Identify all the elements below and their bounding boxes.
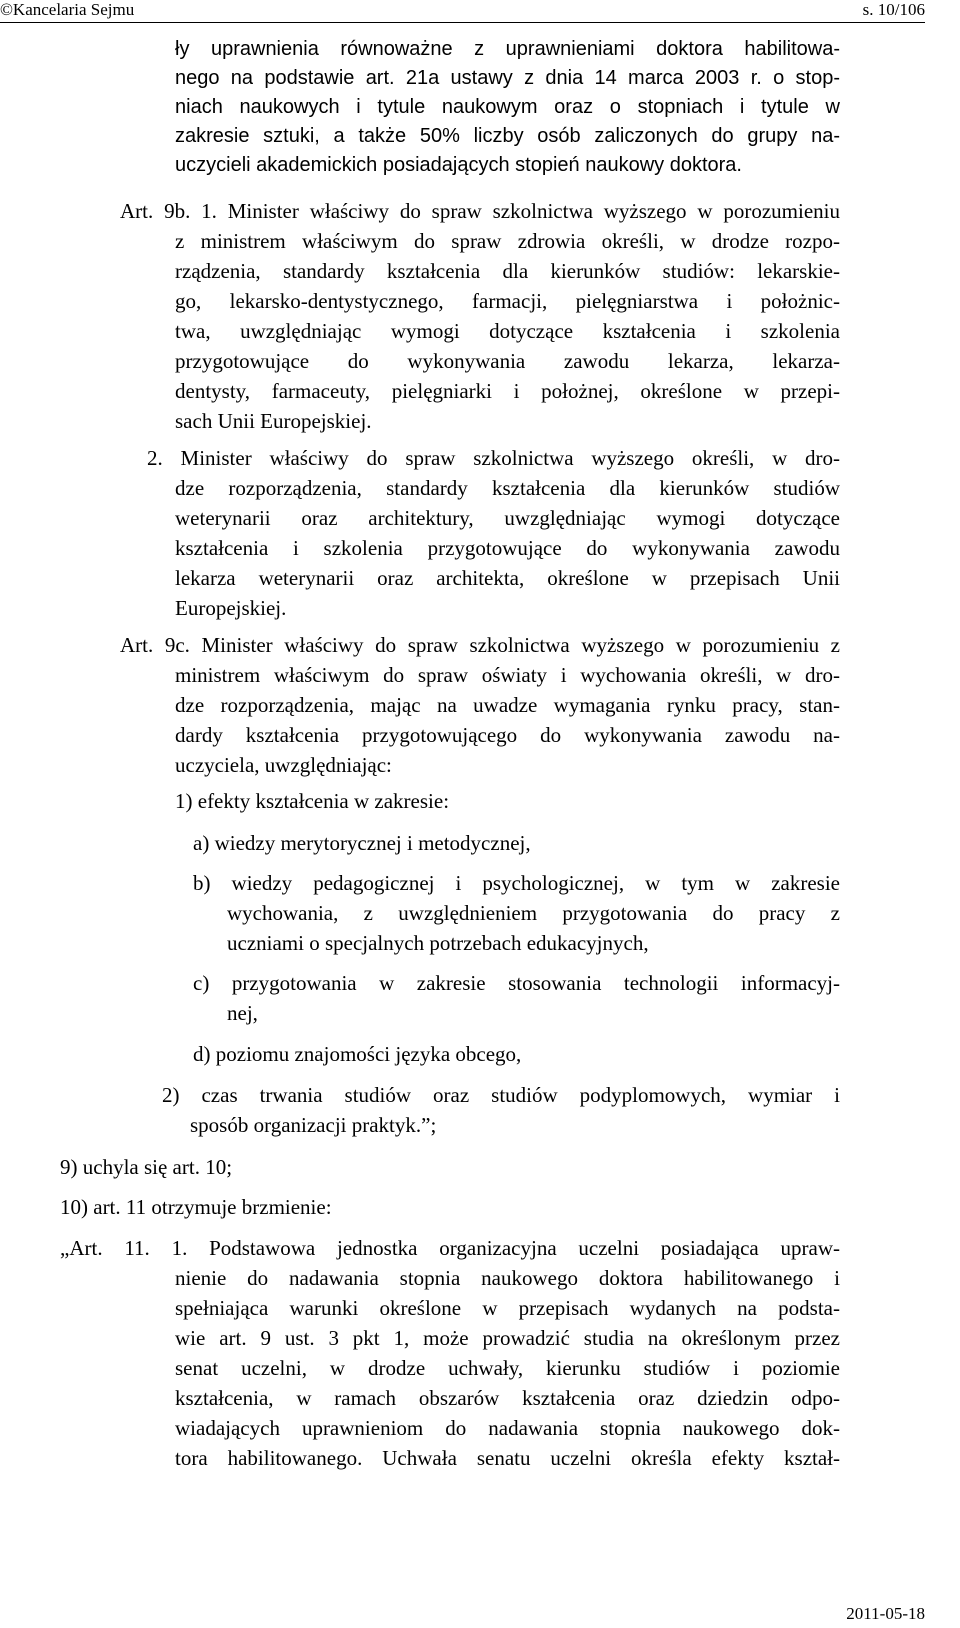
list-item-2-body [190, 1110, 840, 1140]
text-line: lekarza weterynarii oraz architekta, określone w przepisach Unii [175, 566, 840, 590]
article-9c-heading: Art. 9c. Minister właściwy do spraw szkolnictwa wyższego w porozumieniu z [120, 633, 840, 657]
text-line: dentysty, farmaceuty, pielęgniarki i położnej, określone w przepi- [175, 379, 840, 403]
article-9b-heading: Art. 9b. 1. Minister właściwy do spraw szkolnictwa wyższego w porozumieniu [120, 199, 840, 223]
text-line: uczyciela, uwzględniając: [175, 753, 392, 777]
text-line: uczniami o specjalnych potrzebach edukacyjnych, [227, 931, 649, 955]
text-line: 9) uchyla się art. 10; [60, 1155, 233, 1179]
list-item-b [193, 868, 840, 898]
text-line: weterynarii oraz architektury, uwzględniając wymogi dotyczące [175, 506, 840, 530]
list-item-d [193, 1039, 840, 1069]
text-line: 2) czas trwania studiów oraz studiów podyplomowych, wymiar i [162, 1083, 840, 1107]
item-9 [60, 1152, 840, 1182]
text-line: niach naukowych i tytule naukowym oraz o stopniach i tytule w [175, 96, 840, 118]
footer-date: 2011-05-18 [846, 1604, 925, 1623]
text-line: nienie do nadawania stopnia naukowego doktora habilitowanego i [175, 1266, 840, 1290]
text-line: sposób organizacji praktyk.”; [190, 1113, 437, 1137]
article-9c [120, 630, 840, 660]
text-line: kształcenia, w ramach obszarów kształcenia oraz dziedzin odpo- [175, 1386, 840, 1410]
text-line: go, lekarsko-dentystycznego, farmacji, pielęgniarstwa i położnic- [175, 289, 840, 313]
list-item-a [193, 828, 840, 858]
text-line: 1) efekty kształcenia w zakresie: [175, 789, 450, 813]
text-line: rządzenia, standardy kształcenia dla kierunków studiów: lekarskie- [175, 259, 840, 283]
text-line: wiadających uprawnieniom do nadawania stopnia naukowego dok- [175, 1416, 840, 1440]
article-9b-par1 [175, 226, 840, 436]
text-line: senat uczelni, w drodze uchwały, kierunku studiów i poziomie [175, 1356, 840, 1380]
item-10 [60, 1192, 840, 1222]
article-9b [120, 196, 840, 226]
list-item-b-body [227, 898, 840, 958]
header-copyright: ©Kancelaria Sejmu [0, 0, 135, 19]
text-line: ły uprawnienia równoważne z uprawnieniami doktora habilitowa- [175, 38, 840, 60]
article-9b-par2-body [175, 473, 840, 623]
list-item-1 [175, 786, 840, 816]
text-line: d) poziomu znajomości języka obcego, [193, 1042, 522, 1066]
text-line: z ministrem właściwym do spraw zdrowia określi, w drodze rozpo- [175, 229, 840, 253]
header-divider [0, 22, 925, 23]
text-line: c) przygotowania w zakresie stosowania technologii informacyj- [193, 971, 840, 995]
text-line: przygotowujące do wykonywania zawodu lekarza, lekarza- [175, 349, 840, 373]
text-line: nego na podstawie art. 21a ustawy z dnia 14 marca 2003 r. o stop- [175, 67, 840, 89]
text-line: a) wiedzy merytorycznej i metodycznej, [193, 831, 531, 855]
text-line: spełniająca warunki określone w przepisach wydanych na podsta- [175, 1296, 840, 1320]
article-11 [60, 1233, 840, 1263]
list-item-c [193, 968, 840, 998]
text-line: twa, uwzględniając wymogi dotyczące kształcenia i szkolenia [175, 319, 840, 343]
paragraph-continuation [175, 35, 840, 180]
text-line: 2. Minister właściwy do spraw szkolnictwa wyższego określi, w dro- [147, 446, 840, 470]
text-line: b) wiedzy pedagogicznej i psychologicznej, w tym w zakresie [193, 871, 840, 895]
text-line: dardy kształcenia przygotowującego do wykonywania zawodu na- [175, 723, 840, 747]
text-line: nej, [227, 1001, 258, 1025]
text-line: ministrem właściwym do spraw oświaty i wychowania określi, w dro- [175, 663, 840, 687]
article-9b-par2 [147, 443, 840, 473]
article-11-body [175, 1263, 840, 1473]
text-line: 10) art. 11 otrzymuje brzmienie: [60, 1195, 332, 1219]
text-line: uczycieli akademickich posiadających stopień naukowy doktora. [175, 154, 742, 176]
text-line: Europejskiej. [175, 596, 287, 620]
text-line: tora habilitowanego. Uchwała senatu uczelni określa efekty kształ- [175, 1446, 840, 1470]
list-item-2 [162, 1080, 840, 1110]
text-line: dze rozporządzenia, standardy kształcenia dla kierunków studiów [175, 476, 840, 500]
article-11-heading: „Art. 11. 1. Podstawowa jednostka organizacyjna uczelni posiadająca upraw- [60, 1236, 840, 1260]
list-item-c-body [227, 998, 840, 1028]
text-line: zakresie sztuki, a także 50% liczby osób zaliczonych do grupy na- [175, 125, 840, 147]
page-number: s. 10/106 [862, 0, 925, 19]
text-line: kształcenia i szkolenia przygotowujące do wykonywania zawodu [175, 536, 840, 560]
text-line: sach Unii Europejskiej. [175, 409, 372, 433]
article-9c-body [175, 660, 840, 780]
text-line: wie art. 9 ust. 3 pkt 1, może prowadzić studia na określonym przez [175, 1326, 840, 1350]
text-line: dze rozporządzenia, mając na uwadze wymagania rynku pracy, stan- [175, 693, 840, 717]
text-line: wychowania, z uwzględnieniem przygotowania do pracy z [227, 901, 840, 925]
